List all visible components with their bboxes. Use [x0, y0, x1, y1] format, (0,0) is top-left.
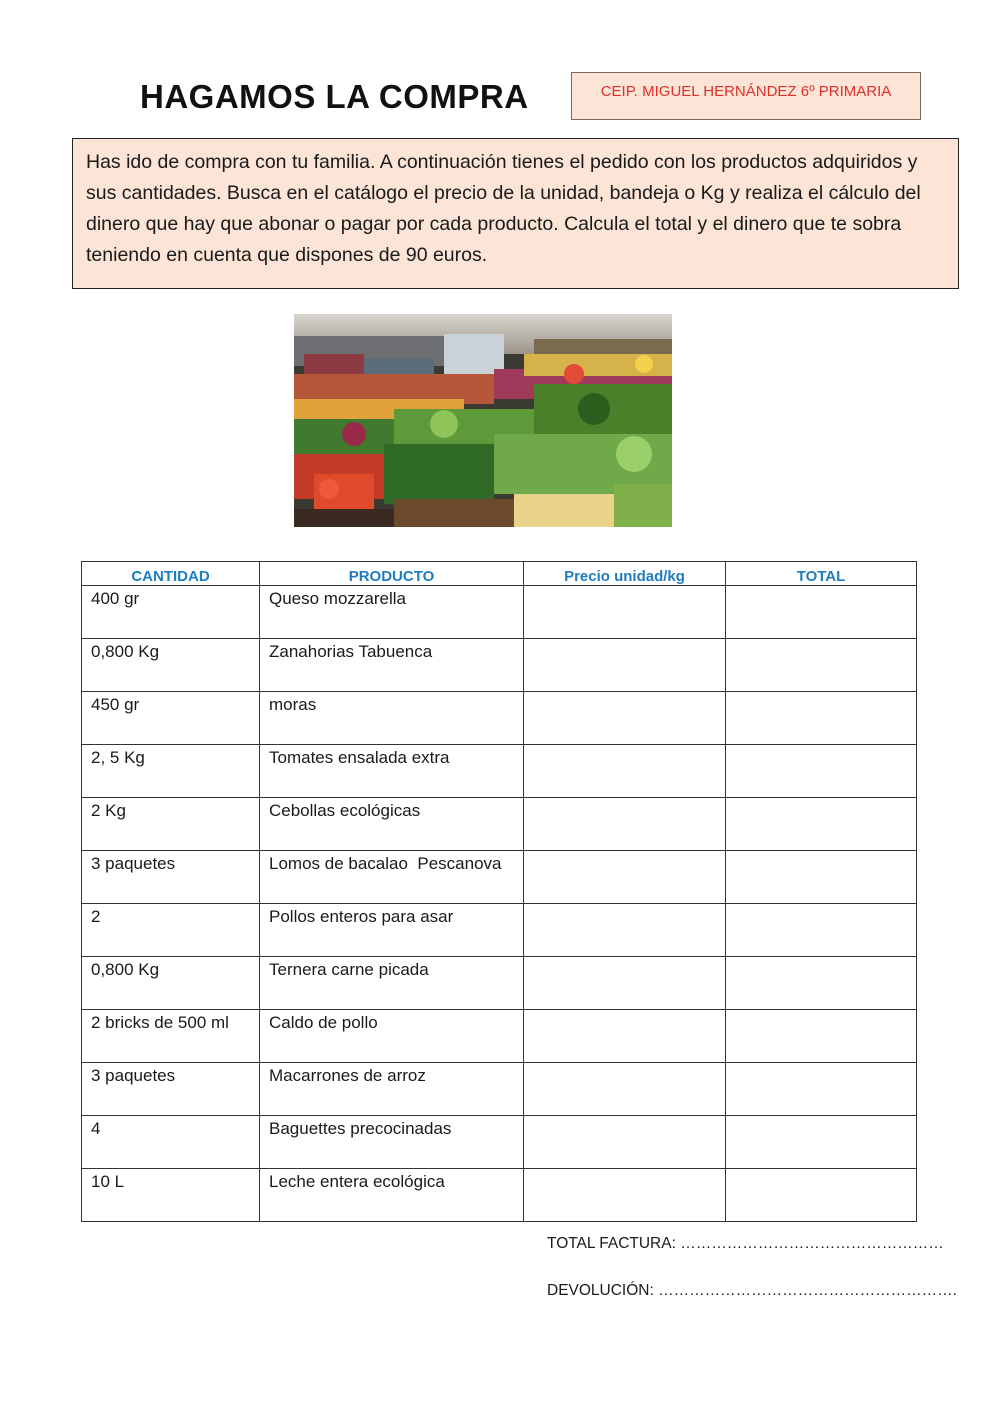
price-cell[interactable]	[524, 745, 726, 798]
header-product: PRODUCTO	[260, 562, 524, 586]
price-cell[interactable]	[524, 692, 726, 745]
price-cell[interactable]	[524, 851, 726, 904]
total-cell[interactable]	[726, 586, 917, 639]
product-cell: Macarrones de arroz	[260, 1063, 524, 1116]
header-total: TOTAL	[726, 562, 917, 586]
total-cell[interactable]	[726, 1116, 917, 1169]
product-cell: Tomates ensalada extra	[260, 745, 524, 798]
table-row	[82, 957, 917, 1010]
instructions-box	[72, 138, 959, 289]
total-cell[interactable]	[726, 745, 917, 798]
table-row	[82, 1169, 917, 1222]
price-cell[interactable]	[524, 904, 726, 957]
price-cell[interactable]	[524, 1063, 726, 1116]
product-cell: Leche entera ecológica	[260, 1169, 524, 1222]
table-row	[82, 639, 917, 692]
quantity-cell: 2 bricks de 500 ml	[82, 1010, 260, 1063]
product-cell: Pollos enteros para asar	[260, 904, 524, 957]
table-row	[82, 798, 917, 851]
price-cell[interactable]	[524, 798, 726, 851]
header-quantity: CANTIDAD	[82, 562, 260, 586]
price-cell[interactable]	[524, 1010, 726, 1063]
product-cell: Caldo de pollo	[260, 1010, 524, 1063]
product-cell: Ternera carne picada	[260, 957, 524, 1010]
quantity-cell: 10 L	[82, 1169, 260, 1222]
price-cell[interactable]	[524, 639, 726, 692]
price-cell[interactable]	[524, 957, 726, 1010]
total-cell[interactable]	[726, 851, 917, 904]
product-cell: Zanahorias Tabuenca	[260, 639, 524, 692]
total-cell[interactable]	[726, 904, 917, 957]
total-invoice-line[interactable]: TOTAL FACTURA: ……………………………………………	[547, 1235, 944, 1252]
price-cell[interactable]	[524, 1169, 726, 1222]
header-unit-price: Precio unidad/kg	[524, 562, 726, 586]
table-row	[82, 692, 917, 745]
order-table	[81, 561, 917, 1222]
price-cell[interactable]	[524, 1116, 726, 1169]
product-cell: Lomos de bacalao Pescanova	[260, 851, 524, 904]
product-cell: moras	[260, 692, 524, 745]
total-cell[interactable]	[726, 1063, 917, 1116]
market-produce-photo	[294, 314, 672, 527]
product-cell: Cebollas ecológicas	[260, 798, 524, 851]
quantity-cell: 2, 5 Kg	[82, 745, 260, 798]
refund-line[interactable]: DEVOLUCIÓN: ………………………………………………….	[547, 1282, 957, 1299]
total-cell[interactable]	[726, 1010, 917, 1063]
quantity-cell: 2	[82, 904, 260, 957]
product-cell: Baguettes precocinadas	[260, 1116, 524, 1169]
table-header-row	[82, 562, 917, 586]
table-row	[82, 1063, 917, 1116]
product-cell: Queso mozzarella	[260, 586, 524, 639]
total-cell[interactable]	[726, 1169, 917, 1222]
table-row	[82, 586, 917, 639]
total-cell[interactable]	[726, 692, 917, 745]
quantity-cell: 3 paquetes	[82, 1063, 260, 1116]
school-label	[571, 72, 921, 120]
quantity-cell: 400 gr	[82, 586, 260, 639]
quantity-cell: 450 gr	[82, 692, 260, 745]
quantity-cell: 4	[82, 1116, 260, 1169]
quantity-cell: 0,800 Kg	[82, 639, 260, 692]
table-row	[82, 1116, 917, 1169]
table-row	[82, 904, 917, 957]
instructions-text: Has ido de compra con tu familia. A continuación tienes el pedido con los productos adquiridos y sus cantidades. Busca en el catálogo el precio de la unidad, bandeja o Kg y realiza el cálculo del dinero que hay que abonar o pagar por cada producto. Calcula el total y el dinero que te sobra teniendo en cuenta que dispones de 90 euros.	[86, 151, 921, 266]
quantity-cell: 2 Kg	[82, 798, 260, 851]
table-row	[82, 1010, 917, 1063]
table-row	[82, 745, 917, 798]
price-cell[interactable]	[524, 586, 726, 639]
total-cell[interactable]	[726, 639, 917, 692]
page-title: HAGAMOS LA COMPRA	[140, 78, 529, 115]
total-cell[interactable]	[726, 798, 917, 851]
school-text: CEIP. MIGUEL HERNÁNDEZ 6º PRIMARIA	[600, 82, 892, 100]
quantity-cell: 0,800 Kg	[82, 957, 260, 1010]
table-row	[82, 851, 917, 904]
total-cell[interactable]	[726, 957, 917, 1010]
quantity-cell: 3 paquetes	[82, 851, 260, 904]
